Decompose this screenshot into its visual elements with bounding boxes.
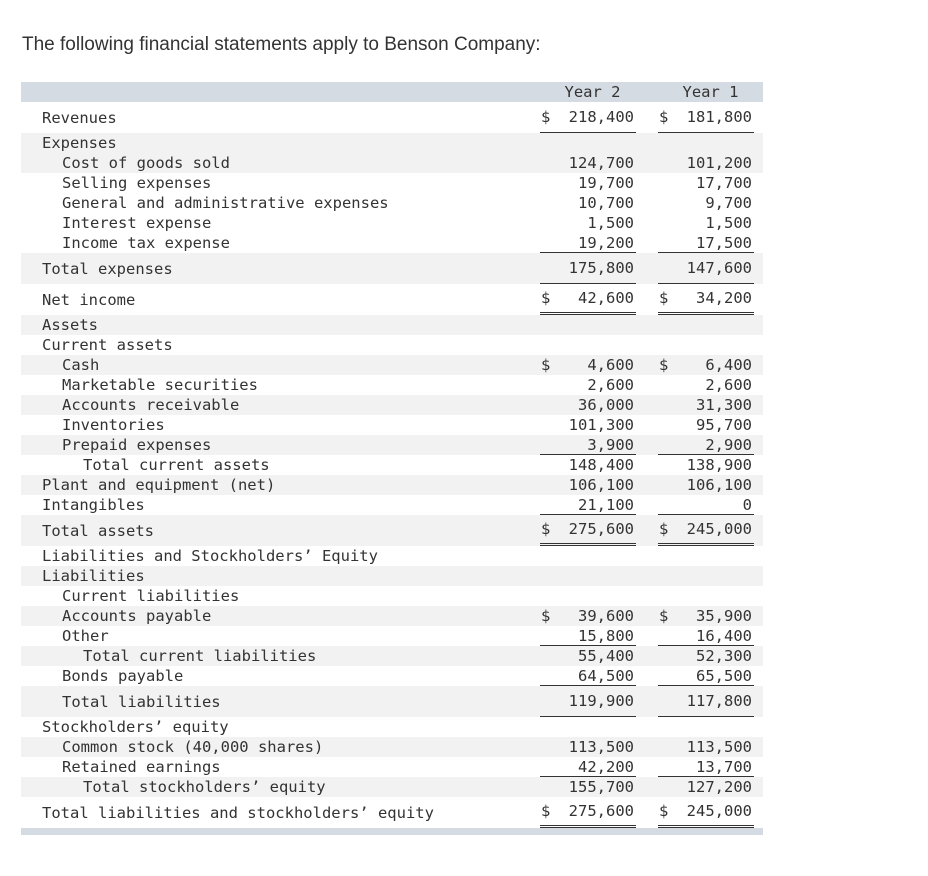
year-2-value-cell xyxy=(540,355,636,375)
dollar-sign: $ xyxy=(541,356,551,374)
year-1-value-cell xyxy=(658,355,754,375)
dollar-sign: $ xyxy=(541,520,551,538)
statement-row xyxy=(21,626,763,646)
year-1-value-cell xyxy=(658,495,754,515)
dollar-sign: $ xyxy=(541,289,551,307)
year-2-value-cell xyxy=(540,284,636,315)
row-label: Selling expenses xyxy=(62,174,212,192)
year-1-value-cell xyxy=(658,455,754,475)
dollar-sign: $ xyxy=(659,289,669,307)
row-label: Cost of goods sold xyxy=(62,154,230,172)
year-2-value: 1,500 xyxy=(587,214,634,232)
statement-row xyxy=(21,173,763,193)
year-1-value: 181,800 xyxy=(686,108,752,126)
year-2-value: 175,800 xyxy=(568,259,634,277)
year-2-value: 119,900 xyxy=(568,692,634,710)
year-1-value: 106,100 xyxy=(686,476,752,494)
row-label: Expenses xyxy=(42,134,117,152)
row-label: Accounts payable xyxy=(62,607,212,625)
row-label: Common stock (40,000 shares) xyxy=(62,738,324,756)
year-1-value-cell xyxy=(658,475,754,495)
year-1-value: 95,700 xyxy=(696,416,752,434)
year-2-value: 19,200 xyxy=(578,233,634,252)
year-2-value: 64,500 xyxy=(578,666,634,685)
year-1-value: 245,000 xyxy=(686,802,752,820)
row-label: Total liabilities and stockholders’ equity xyxy=(42,803,434,822)
row-label: Stockholders’ equity xyxy=(42,718,229,736)
year-1-value: 6,400 xyxy=(705,356,752,374)
year-2-value-cell xyxy=(540,455,636,475)
statement-row xyxy=(21,102,763,133)
row-label: Plant and equipment (net) xyxy=(42,476,276,494)
statement-row xyxy=(21,495,763,515)
year-1-value-cell xyxy=(658,666,754,686)
statement-row xyxy=(21,435,763,455)
year-2-value-cell xyxy=(540,233,636,253)
row-label: Bonds payable xyxy=(62,667,184,685)
year-2-value: 42,600 xyxy=(578,289,634,307)
row-label: Total current assets xyxy=(83,456,270,474)
year-2-value-cell xyxy=(540,153,636,173)
year-2-value-cell xyxy=(540,737,636,757)
dollar-sign: $ xyxy=(659,520,669,538)
statement-row xyxy=(21,315,763,335)
row-label: Revenues xyxy=(42,108,117,127)
year-1-value: 147,600 xyxy=(686,259,752,277)
year-1-value-cell xyxy=(658,153,754,173)
row-label: Net income xyxy=(42,290,136,309)
year-2-value: 218,400 xyxy=(568,108,634,126)
year-2-value: 101,300 xyxy=(568,416,634,434)
statement-row xyxy=(21,253,763,284)
year-1-value: 34,200 xyxy=(696,289,752,307)
row-label: General and administrative expenses xyxy=(62,194,389,212)
statement-row xyxy=(21,395,763,415)
year-2-value-cell xyxy=(540,173,636,193)
statement-row xyxy=(21,717,763,737)
year-1-value-cell xyxy=(658,797,754,828)
financial-statement xyxy=(21,82,763,835)
statement-row xyxy=(21,586,763,606)
year-1-value: 17,700 xyxy=(696,174,752,192)
statement-rows xyxy=(21,102,763,828)
row-label: Current liabilities xyxy=(62,587,240,605)
statement-row xyxy=(21,546,763,566)
intro-text: The following financial statements apply to Benson Company: xyxy=(22,34,541,55)
year-1-value: 13,700 xyxy=(696,757,752,776)
year-2-value-cell xyxy=(540,757,636,777)
year-2-value-cell xyxy=(540,495,636,515)
year-1-value-cell xyxy=(658,777,754,797)
statement-row xyxy=(21,355,763,375)
year-1-value: 127,200 xyxy=(686,778,752,796)
row-label: Accounts receivable xyxy=(62,396,240,414)
year-1-value-cell xyxy=(658,415,754,435)
year-1-value-cell xyxy=(658,686,754,717)
statement-row xyxy=(21,133,763,153)
year-2-value-cell xyxy=(540,606,636,626)
year-1-value: 65,500 xyxy=(696,666,752,685)
year-2-value-cell xyxy=(540,626,636,646)
year-1-value: 1,500 xyxy=(705,214,752,232)
dollar-sign: $ xyxy=(659,802,669,820)
year-1-value-cell xyxy=(658,515,754,546)
year-2-value: 42,200 xyxy=(578,757,634,776)
year-2-value: 3,900 xyxy=(587,435,634,454)
year-1-value-cell xyxy=(658,626,754,646)
year-2-value-cell xyxy=(540,686,636,717)
dollar-sign: $ xyxy=(659,356,669,374)
year-2-value-cell xyxy=(540,777,636,797)
year-1-value-cell xyxy=(658,233,754,253)
year-1-value: 17,500 xyxy=(696,233,752,252)
statement-row xyxy=(21,335,763,355)
year-2-value-cell xyxy=(540,395,636,415)
row-label: Inventories xyxy=(62,416,165,434)
footer-bar xyxy=(21,828,763,835)
year-2-value-cell xyxy=(540,193,636,213)
statement-row xyxy=(21,566,763,586)
statement-row xyxy=(21,797,763,828)
statement-row xyxy=(21,646,763,666)
statement-row xyxy=(21,213,763,233)
year-2-value: 4,600 xyxy=(587,356,634,374)
year-2-value-cell xyxy=(540,102,636,133)
dollar-sign: $ xyxy=(659,108,669,126)
statement-row xyxy=(21,757,763,777)
statement-row xyxy=(21,515,763,546)
statement-row xyxy=(21,686,763,717)
row-label: Other xyxy=(62,627,109,645)
year-1-value-cell xyxy=(658,213,754,233)
row-label: Retained earnings xyxy=(62,758,221,776)
year-2-value: 39,600 xyxy=(578,607,634,625)
year-2-value: 275,600 xyxy=(568,802,634,820)
year-2-value: 36,000 xyxy=(578,396,634,414)
year-1-value: 138,900 xyxy=(686,456,752,474)
statement-row xyxy=(21,415,763,435)
year-2-value-cell xyxy=(540,213,636,233)
year-2-value-cell xyxy=(540,435,636,455)
row-label: Marketable securities xyxy=(62,376,258,394)
statement-row xyxy=(21,233,763,253)
year-1-value-cell xyxy=(658,435,754,455)
statement-row xyxy=(21,153,763,173)
row-label: Total current liabilities xyxy=(83,647,317,665)
year-1-value-cell xyxy=(658,375,754,395)
year-1-value: 113,500 xyxy=(686,738,752,756)
year-2-value: 275,600 xyxy=(568,520,634,538)
year-1-value-cell xyxy=(658,757,754,777)
statement-row xyxy=(21,737,763,757)
year-2-value-cell xyxy=(540,666,636,686)
dollar-sign: $ xyxy=(659,607,669,625)
statement-row xyxy=(21,193,763,213)
row-label: Income tax expense xyxy=(62,234,230,252)
year-2-value: 15,800 xyxy=(578,626,634,645)
year-1-value: 0 xyxy=(742,495,752,514)
year-2-value: 19,700 xyxy=(578,174,634,192)
year-1-header: Year 1 xyxy=(682,83,739,101)
year-2-value: 106,100 xyxy=(568,476,634,494)
year-2-value: 113,500 xyxy=(568,738,634,756)
statement-row xyxy=(21,284,763,315)
row-label: Current assets xyxy=(42,336,173,354)
year-1-value-cell xyxy=(658,284,754,315)
year-2-value-cell xyxy=(540,475,636,495)
dollar-sign: $ xyxy=(541,802,551,820)
year-1-value: 16,400 xyxy=(696,626,752,645)
statement-row xyxy=(21,777,763,797)
row-label: Cash xyxy=(62,356,100,374)
year-2-value-cell xyxy=(540,646,636,666)
year-1-value: 101,200 xyxy=(686,154,752,172)
row-label: Prepaid expenses xyxy=(62,436,212,454)
dollar-sign: $ xyxy=(541,108,551,126)
year-1-value-cell xyxy=(658,253,754,284)
row-label: Liabilities and Stockholders’ Equity xyxy=(42,547,378,565)
year-1-value-cell xyxy=(658,646,754,666)
year-2-value: 148,400 xyxy=(568,456,634,474)
year-2-value-cell xyxy=(540,253,636,284)
year-2-value-cell xyxy=(540,415,636,435)
year-2-value: 21,100 xyxy=(578,495,634,514)
year-1-value-cell xyxy=(658,102,754,133)
row-label: Interest expense xyxy=(62,214,212,232)
year-2-value: 10,700 xyxy=(578,194,634,212)
statement-row xyxy=(21,475,763,495)
statement-row xyxy=(21,375,763,395)
column-header-row xyxy=(21,82,763,102)
year-1-value: 245,000 xyxy=(686,520,752,538)
dollar-sign: $ xyxy=(541,607,551,625)
year-1-value: 31,300 xyxy=(696,396,752,414)
year-2-value-cell xyxy=(540,375,636,395)
year-2-value: 124,700 xyxy=(568,154,634,172)
statement-row xyxy=(21,606,763,626)
year-1-value-cell xyxy=(658,173,754,193)
year-1-value: 9,700 xyxy=(705,194,752,212)
year-2-header: Year 2 xyxy=(564,83,621,101)
row-label: Liabilities xyxy=(42,567,145,585)
year-2-value: 155,700 xyxy=(568,778,634,796)
year-1-value: 35,900 xyxy=(696,607,752,625)
row-label: Total expenses xyxy=(42,259,173,278)
year-2-value: 2,600 xyxy=(587,376,634,394)
year-1-value: 117,800 xyxy=(686,692,752,710)
year-1-value-cell xyxy=(658,193,754,213)
row-label: Total stockholders’ equity xyxy=(83,778,326,796)
year-1-value-cell xyxy=(658,395,754,415)
year-1-value-cell xyxy=(658,606,754,626)
row-label: Assets xyxy=(42,316,98,334)
statement-row xyxy=(21,455,763,475)
year-1-value: 2,900 xyxy=(705,435,752,454)
year-2-value: 55,400 xyxy=(578,647,634,665)
statement-row xyxy=(21,666,763,686)
row-label: Intangibles xyxy=(42,496,145,514)
year-1-value: 52,300 xyxy=(696,647,752,665)
row-label: Total assets xyxy=(42,521,154,540)
year-2-value-cell xyxy=(540,515,636,546)
year-1-value-cell xyxy=(658,737,754,757)
row-label: Total liabilities xyxy=(62,692,221,711)
year-1-value: 2,600 xyxy=(705,376,752,394)
year-2-value-cell xyxy=(540,797,636,828)
